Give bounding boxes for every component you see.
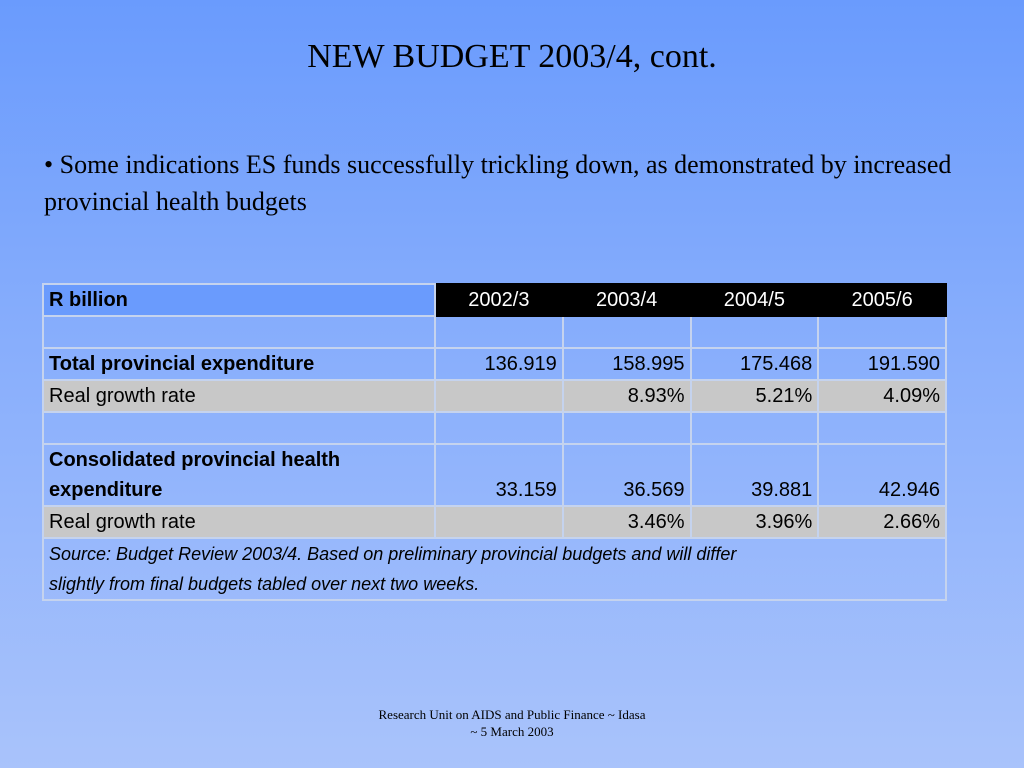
- budget-table: [42, 283, 947, 601]
- header-row: [43, 284, 946, 316]
- slide-title: NEW BUDGET 2003/4, cont.: [307, 38, 717, 75]
- spacer-row: [43, 412, 946, 444]
- year-2002-3: 2002/3: [435, 284, 563, 316]
- table-cell: 8.93%: [563, 380, 691, 412]
- footer-line1: Research Unit on AIDS and Public Finance ~ Idasa: [378, 707, 646, 722]
- health-label-line2: expenditure: [49, 479, 163, 501]
- table-cell: 4.09%: [818, 380, 946, 412]
- source-row: [43, 538, 946, 600]
- table-cell: 175.468: [691, 348, 819, 380]
- bullet-text: • Some indications ES funds successfully trickling down, as demonstrated by increased provincial health budgets: [44, 150, 952, 216]
- source-line1: Source: Budget Review 2003/4. Based on preliminary provincial budgets and will differ: [49, 544, 737, 564]
- total-expenditure-label: Total provincial expenditure: [43, 348, 435, 380]
- table-cell: 158.995: [563, 348, 691, 380]
- source-note: [43, 538, 946, 600]
- table-cell: 3.46%: [563, 506, 691, 538]
- health-label-line1: Consolidated provincial health: [49, 449, 341, 471]
- year-2005-6: 2005/6: [818, 284, 946, 316]
- health-expenditure-row: [43, 444, 946, 506]
- source-line2: slightly from final budgets tabled over next two weeks.: [49, 574, 480, 594]
- total-expenditure-row: [43, 348, 946, 380]
- table-cell: 39.881: [691, 444, 819, 506]
- table-cell: 136.919: [435, 348, 563, 380]
- growth-label: Real growth rate: [43, 380, 435, 412]
- table-cell: 42.946: [818, 444, 946, 506]
- table-cell: 191.590: [818, 348, 946, 380]
- table-cell: 36.569: [563, 444, 691, 506]
- spacer-row: [43, 316, 946, 348]
- total-growth-row: [43, 380, 946, 412]
- table-cell: 3.96%: [691, 506, 819, 538]
- footer: [0, 706, 1024, 740]
- header-label: R billion: [43, 284, 435, 316]
- growth-label: Real growth rate: [43, 506, 435, 538]
- table-cell: 33.159: [435, 444, 563, 506]
- health-expenditure-label: [43, 444, 435, 506]
- health-growth-row: [43, 506, 946, 538]
- table-cell: 5.21%: [691, 380, 819, 412]
- footer-line2: ~ 5 March 2003: [470, 724, 554, 739]
- year-2003-4: 2003/4: [563, 284, 691, 316]
- table-cell: 2.66%: [818, 506, 946, 538]
- year-2004-5: 2004/5: [691, 284, 819, 316]
